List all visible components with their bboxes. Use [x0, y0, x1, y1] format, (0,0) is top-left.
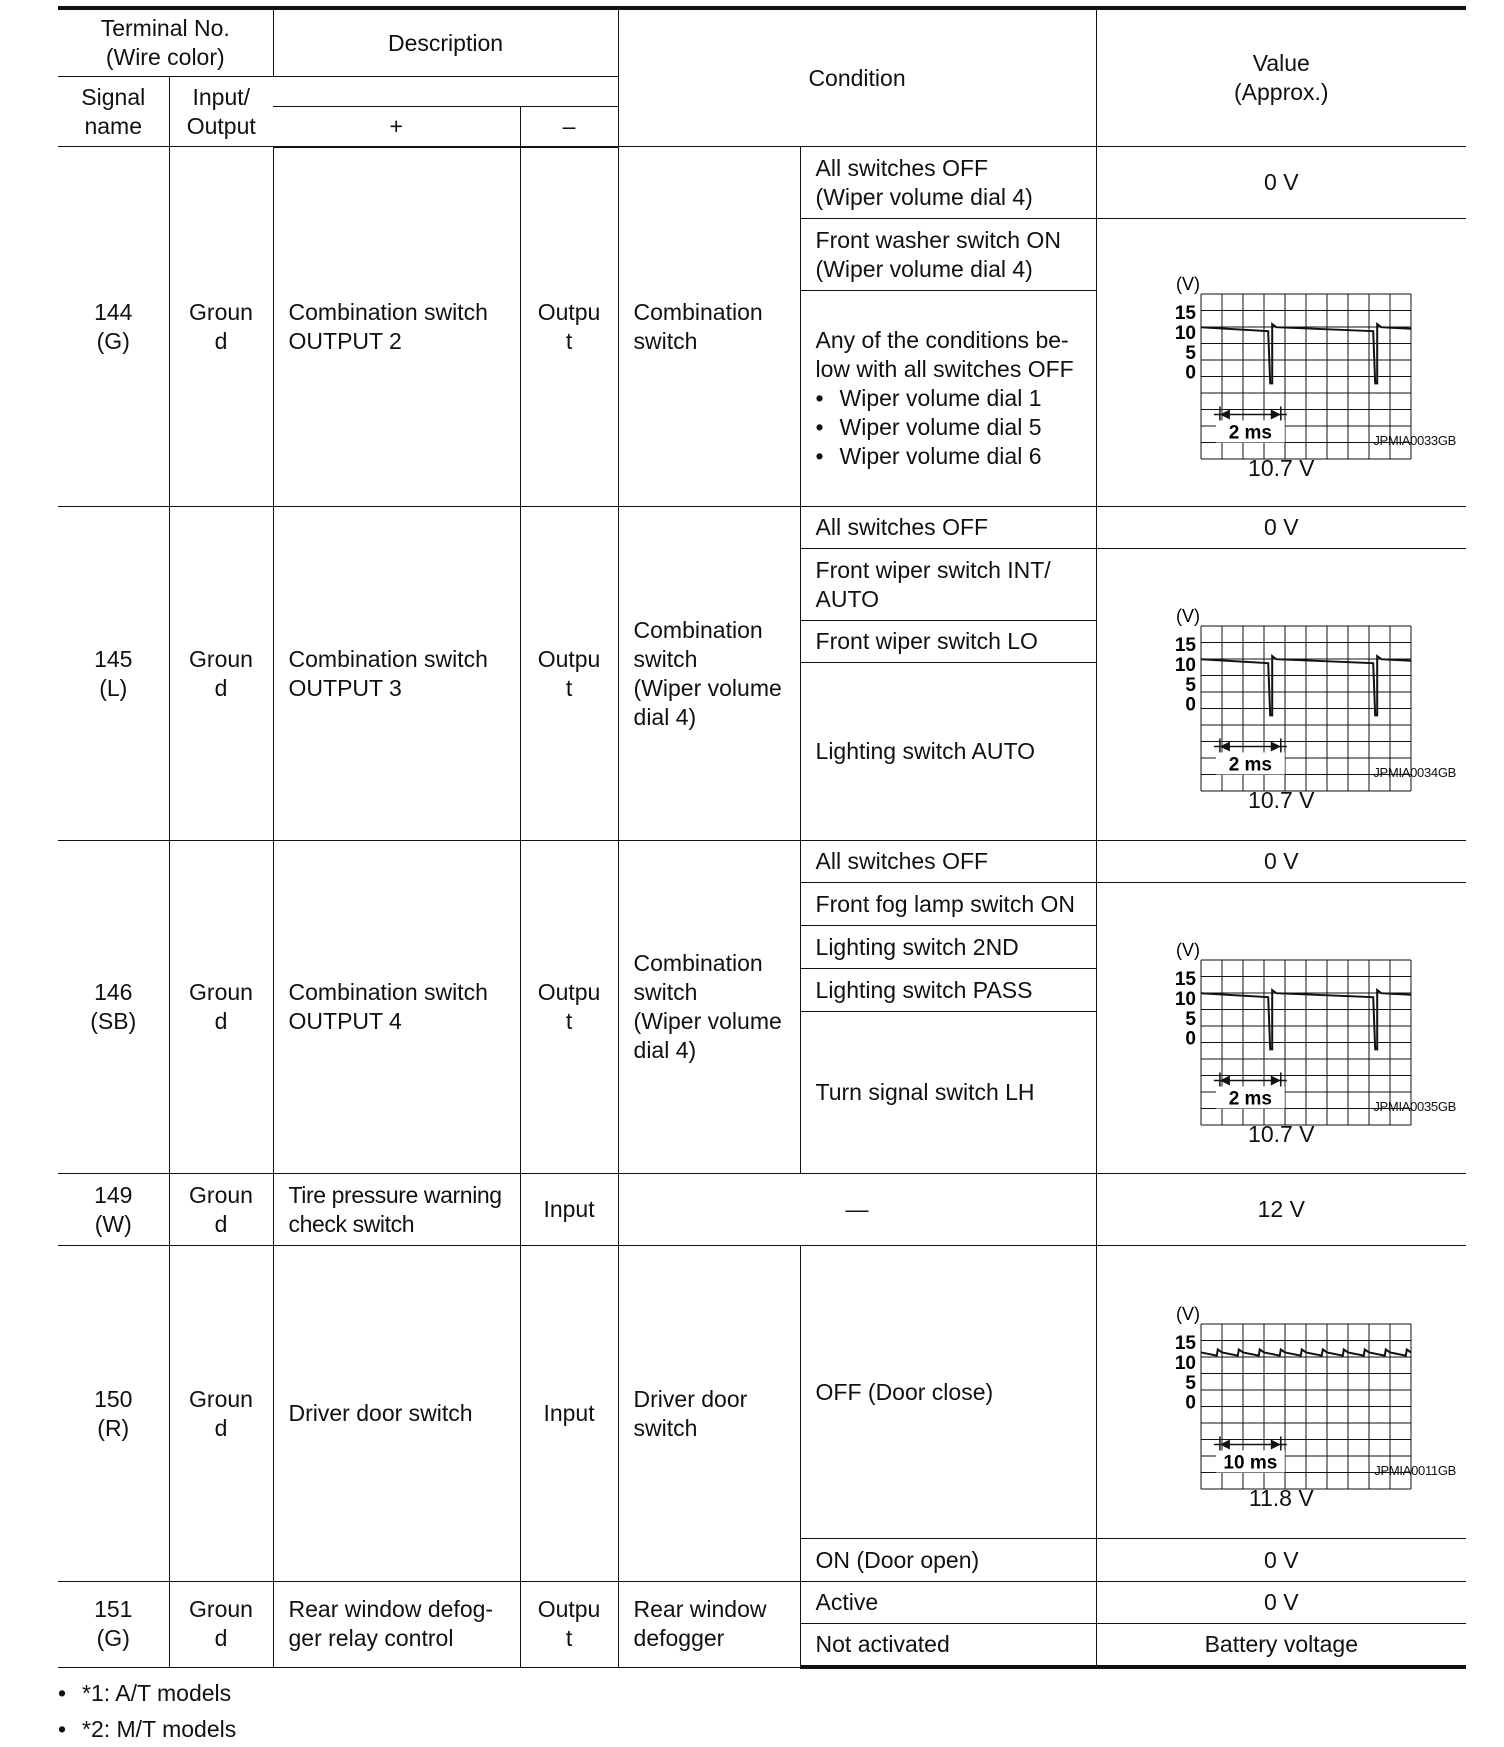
signal-cell: Combination switch OUTPUT 3: [273, 507, 520, 841]
y-tick-label: 10: [1175, 654, 1197, 676]
time-scale-arrow: [1220, 741, 1230, 751]
value-text: 10.7 V: [1248, 455, 1315, 481]
value-text: 10.7 V: [1248, 1120, 1315, 1147]
condition-cell: —: [618, 1174, 1096, 1246]
y-axis-unit: (V): [1176, 606, 1201, 626]
y-tick-label: 5: [1185, 1372, 1197, 1394]
y-tick-label: 15: [1175, 968, 1197, 990]
signal-cell: Combination switch OUTPUT 2: [273, 147, 520, 507]
ground-cell: Ground: [169, 1246, 273, 1582]
figure-code: JPMIA0033GB: [1373, 433, 1457, 448]
io-cell: Output: [520, 507, 618, 841]
subcondition-cell: Lighting switch 2ND: [800, 926, 1096, 969]
terminal-cell: 151 (G): [58, 1582, 169, 1668]
subcondition-cell: Lighting switch AUTO: [800, 663, 1096, 841]
io-cell: Output: [520, 1582, 618, 1668]
waveform-cell: [1096, 883, 1466, 1174]
value-cell: 0 V: [1096, 1539, 1466, 1582]
table-row: [58, 1582, 1466, 1624]
subcondition-cell: Lighting switch PASS: [800, 969, 1096, 1012]
terminal-cell: 150 (R): [58, 1246, 169, 1582]
table-row: [58, 841, 1466, 883]
time-scale-arrow: [1220, 1439, 1230, 1449]
time-scale-arrow: [1220, 409, 1230, 419]
subcondition-cell: Front wiper switch INT/ AUTO: [800, 549, 1096, 621]
table-row: [58, 507, 1466, 549]
value-header: Value (Approx.): [1096, 8, 1466, 147]
time-scale-label: 10 ms: [1223, 1451, 1278, 1473]
time-scale-label: 2 ms: [1228, 754, 1273, 776]
figure-code: JPMIA0034GB: [1373, 765, 1457, 780]
io-cell: Input: [520, 1246, 618, 1582]
subcondition-intro: Any of the conditions be- low with all switches OFF: [815, 327, 1074, 382]
ground-cell: Ground: [169, 1174, 273, 1246]
y-axis-unit: (V): [1176, 274, 1201, 294]
table-row: [58, 1174, 1466, 1246]
ground-cell: Ground: [169, 147, 273, 507]
subcondition-cell: Front wiper switch LO: [800, 621, 1096, 663]
condition-cell: Driver door switch: [618, 1246, 800, 1582]
subcondition-cell: Front fog lamp switch ON: [800, 883, 1096, 926]
oscilloscope-waveform: [1156, 574, 1406, 776]
footnote: • *2: M/T models: [58, 1711, 1466, 1747]
condition-header: Condition: [618, 8, 1096, 147]
subcondition-cell: All switches OFF: [800, 507, 1096, 549]
signal-cell: Driver door switch: [273, 1246, 520, 1582]
time-scale-label: 2 ms: [1228, 1087, 1273, 1109]
terminal-cell: 146 (SB): [58, 841, 169, 1174]
subcondition-cell: [800, 291, 1096, 507]
figure-code: JPMIA0011GB: [1374, 1462, 1457, 1478]
waveform-cell: [1096, 1246, 1466, 1539]
terminal-header: Terminal No. (Wire color): [58, 8, 273, 77]
y-axis-unit: (V): [1176, 1303, 1201, 1324]
subcondition-list: [816, 384, 1081, 471]
terminal-table: [58, 6, 1466, 1669]
value-text: 10.7 V: [1248, 787, 1315, 813]
subcondition-cell: ON (Door open): [800, 1539, 1096, 1582]
subcondition-cell: OFF (Door close): [800, 1246, 1096, 1539]
condition-cell: Combination switch (Wiper volume dial 4): [618, 841, 800, 1174]
list-item: • Wiper volume dial 1: [816, 384, 1081, 413]
figure-code: JPMIA0035GB: [1373, 1098, 1457, 1114]
y-tick-label: 0: [1185, 694, 1197, 716]
time-scale-arrow: [1271, 409, 1281, 419]
condition-cell: Combination switch: [618, 147, 800, 507]
io-cell: Output: [520, 147, 618, 507]
value-cell: 12 V: [1096, 1174, 1466, 1246]
waveform-cell: [1096, 219, 1466, 507]
y-tick-label: 10: [1175, 322, 1197, 344]
io-cell: Output: [520, 841, 618, 1174]
value-cell: 0 V: [1096, 1582, 1466, 1624]
y-tick-label: 10: [1175, 988, 1197, 1010]
terminal-cell: 144 (G): [58, 147, 169, 507]
io-header: Input/ Output: [169, 77, 273, 147]
time-scale-arrow: [1271, 1439, 1281, 1449]
time-scale-arrow: [1271, 741, 1281, 751]
condition-cell: Combination switch (Wiper volume dial 4): [618, 507, 800, 841]
terminal-cell: 149 (W): [58, 1174, 169, 1246]
y-tick-label: 0: [1185, 1392, 1197, 1414]
oscilloscope-waveform: [1156, 908, 1406, 1109]
list-item: • Wiper volume dial 6: [816, 442, 1081, 471]
y-tick-label: 10: [1175, 1352, 1197, 1374]
table-row: [58, 1246, 1466, 1539]
oscilloscope-waveform: [1156, 1272, 1406, 1473]
terminal-cell: 145 (L): [58, 507, 169, 841]
signal-cell: Rear window defog- ger relay control: [273, 1582, 520, 1668]
description-header: Description: [273, 8, 618, 77]
value-text: 11.8 V: [1248, 1484, 1314, 1511]
value-cell: Battery voltage: [1096, 1624, 1466, 1668]
subcondition-cell: All switches OFF: [800, 841, 1096, 883]
ground-cell: Ground: [169, 841, 273, 1174]
plus-header: +: [273, 107, 520, 147]
y-tick-label: 15: [1175, 1332, 1197, 1354]
subcondition-cell: Not activated: [800, 1624, 1096, 1668]
value-cell: 0 V: [1096, 147, 1466, 219]
value-cell: 0 V: [1096, 507, 1466, 549]
y-tick-label: 5: [1185, 1008, 1197, 1030]
y-tick-label: 15: [1175, 303, 1197, 325]
table-row: [58, 147, 1466, 219]
list-item: • Wiper volume dial 5: [816, 413, 1081, 442]
subcondition-cell: Front washer switch ON (Wiper volume dial 4): [800, 219, 1096, 291]
signal-cell: Combination switch OUTPUT 4: [273, 841, 520, 1174]
y-tick-label: 5: [1185, 674, 1197, 696]
value-cell: 0 V: [1096, 841, 1466, 883]
footnotes: [58, 1675, 1466, 1747]
footnote: • *1: A/T models: [58, 1675, 1466, 1711]
time-scale-arrow: [1271, 1075, 1281, 1085]
y-tick-label: 0: [1185, 362, 1197, 384]
y-tick-label: 15: [1175, 635, 1197, 657]
minus-header: –: [520, 107, 618, 147]
signal-name-header: Signal name: [58, 77, 169, 147]
subcondition-cell: Active: [800, 1582, 1096, 1624]
y-tick-label: 5: [1185, 342, 1197, 364]
y-tick-label: 0: [1185, 1028, 1197, 1050]
io-cell: Input: [520, 1174, 618, 1246]
ground-cell: Ground: [169, 507, 273, 841]
condition-cell: Rear window defogger: [618, 1582, 800, 1668]
waveform-cell: [1096, 549, 1466, 841]
time-scale-arrow: [1220, 1075, 1230, 1085]
oscilloscope-waveform: [1156, 242, 1406, 444]
time-scale-label: 2 ms: [1228, 422, 1273, 444]
connector-terminal-table: [58, 6, 1466, 1747]
y-axis-unit: (V): [1176, 939, 1201, 960]
subcondition-cell: All switches OFF (Wiper volume dial 4): [800, 147, 1096, 219]
ground-cell: Ground: [169, 1582, 273, 1668]
signal-cell: Tire pressure warning check switch: [273, 1174, 520, 1246]
subcondition-cell: Turn signal switch LH: [800, 1012, 1096, 1174]
